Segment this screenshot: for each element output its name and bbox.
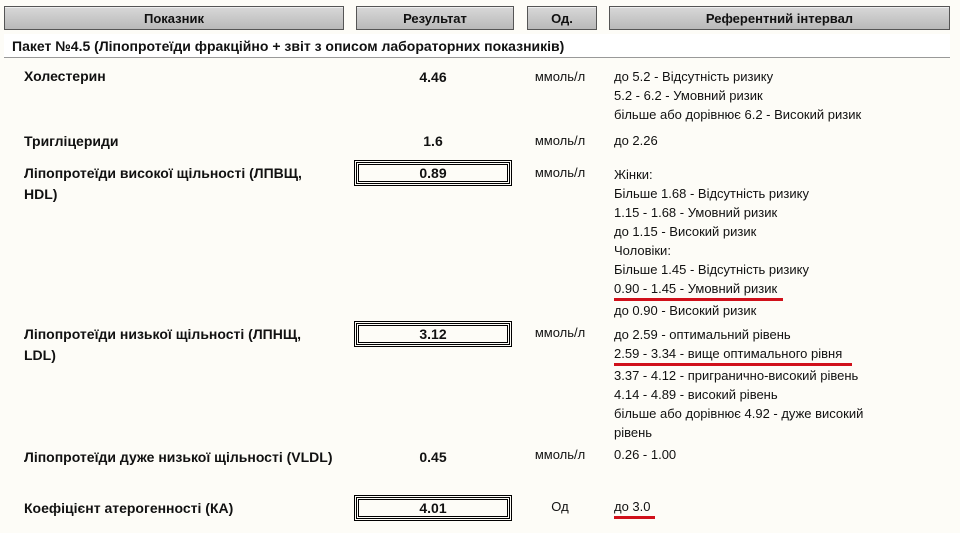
reference-line: до 2.59 - оптимальний рівень — [614, 327, 791, 342]
row-result-atherogenic-coefficient: 4.01 — [354, 495, 512, 521]
reference-line: 3.37 - 4.12 - пригранично-високий рівень — [614, 368, 859, 383]
reference-line-highlighted — [614, 497, 934, 519]
row-result-triglycerides: 1.6 — [423, 133, 443, 149]
reference-line: 1.15 - 1.68 - Умовний ризик — [614, 205, 778, 220]
row-name-triglycerides: Тригліцериди — [24, 133, 119, 149]
header-unit: Од. — [527, 6, 597, 30]
reference-line: 4.14 - 4.89 - високий рівень — [614, 387, 778, 402]
red-underline-mark: 0.90 - 1.45 - Умовний ризик — [614, 279, 783, 301]
row-reference-atherogenic-coefficient — [614, 497, 934, 519]
reference-line: Більше 1.45 - Відсутність ризику — [614, 262, 809, 277]
row-unit-ldl: ммоль/л — [534, 325, 586, 340]
reference-line: 5.2 - 6.2 - Умовний ризик — [614, 88, 763, 103]
row-unit-vldl: ммоль/л — [534, 447, 586, 462]
reference-line: рівень — [614, 425, 653, 440]
row-reference-triglycerides — [614, 131, 934, 150]
reference-line: більше або дорівнює 4.92 - дуже високий — [614, 406, 864, 421]
reference-line: до 0.90 - Високий ризик — [614, 303, 757, 318]
row-reference-vldl — [614, 445, 934, 464]
row-result-vldl: 0.45 — [419, 449, 447, 465]
row-reference-ldl — [614, 325, 934, 442]
reference-line: Жінки: — [614, 167, 653, 182]
row-name-vldl: Ліпопротеїди дуже низької щільності (VLDL) — [24, 449, 333, 465]
reference-line: до 2.26 — [614, 133, 658, 148]
reference-line-highlighted — [614, 344, 934, 366]
row-reference-hdl — [614, 165, 934, 320]
reference-line: більше або дорівнює 6.2 - Високий ризик — [614, 107, 862, 122]
row-unit-hdl: ммоль/л — [534, 165, 586, 180]
header-indicator: Показник — [4, 6, 344, 30]
reference-line: 0.26 - 1.00 — [614, 447, 677, 462]
reference-line: Чоловіки: — [614, 243, 671, 258]
row-result-hdl: 0.89 — [354, 160, 512, 186]
red-underline-mark: до 3.0 — [614, 497, 655, 519]
reference-line: до 5.2 - Відсутність ризику — [614, 69, 774, 84]
reference-line-highlighted — [614, 279, 934, 301]
row-name-cholesterol: Холестерин — [24, 68, 106, 84]
reference-line: до 1.15 - Високий ризик — [614, 224, 757, 239]
row-name-ldl: Ліпопротеїди низької щільності (ЛПНЩ, LDL) — [24, 326, 301, 363]
row-result-ldl: 3.12 — [354, 321, 512, 347]
red-underline-mark: 2.59 - 3.34 - вище оптимального рівня — [614, 344, 852, 366]
row-unit-cholesterol: ммоль/л — [534, 69, 586, 84]
row-name-hdl: Ліпопротеїди високої щільності (ЛПВЩ, HDL) — [24, 165, 302, 202]
package-title: Пакет №4.5 (Ліпопротеїди фракційно + звіт з описом лабораторних показників) — [4, 34, 950, 58]
row-result-cholesterol: 4.46 — [419, 69, 447, 85]
header-result: Результат — [356, 6, 514, 30]
header-reference: Референтний інтервал — [609, 6, 950, 30]
row-reference-cholesterol — [614, 67, 934, 124]
row-unit-triglycerides: ммоль/л — [534, 133, 586, 148]
reference-line: Більше 1.68 - Відсутність ризику — [614, 186, 809, 201]
row-name-atherogenic-coefficient: Коефіцієнт атерогенності (КА) — [24, 500, 234, 516]
row-unit-atherogenic-coefficient: Од — [551, 499, 569, 514]
